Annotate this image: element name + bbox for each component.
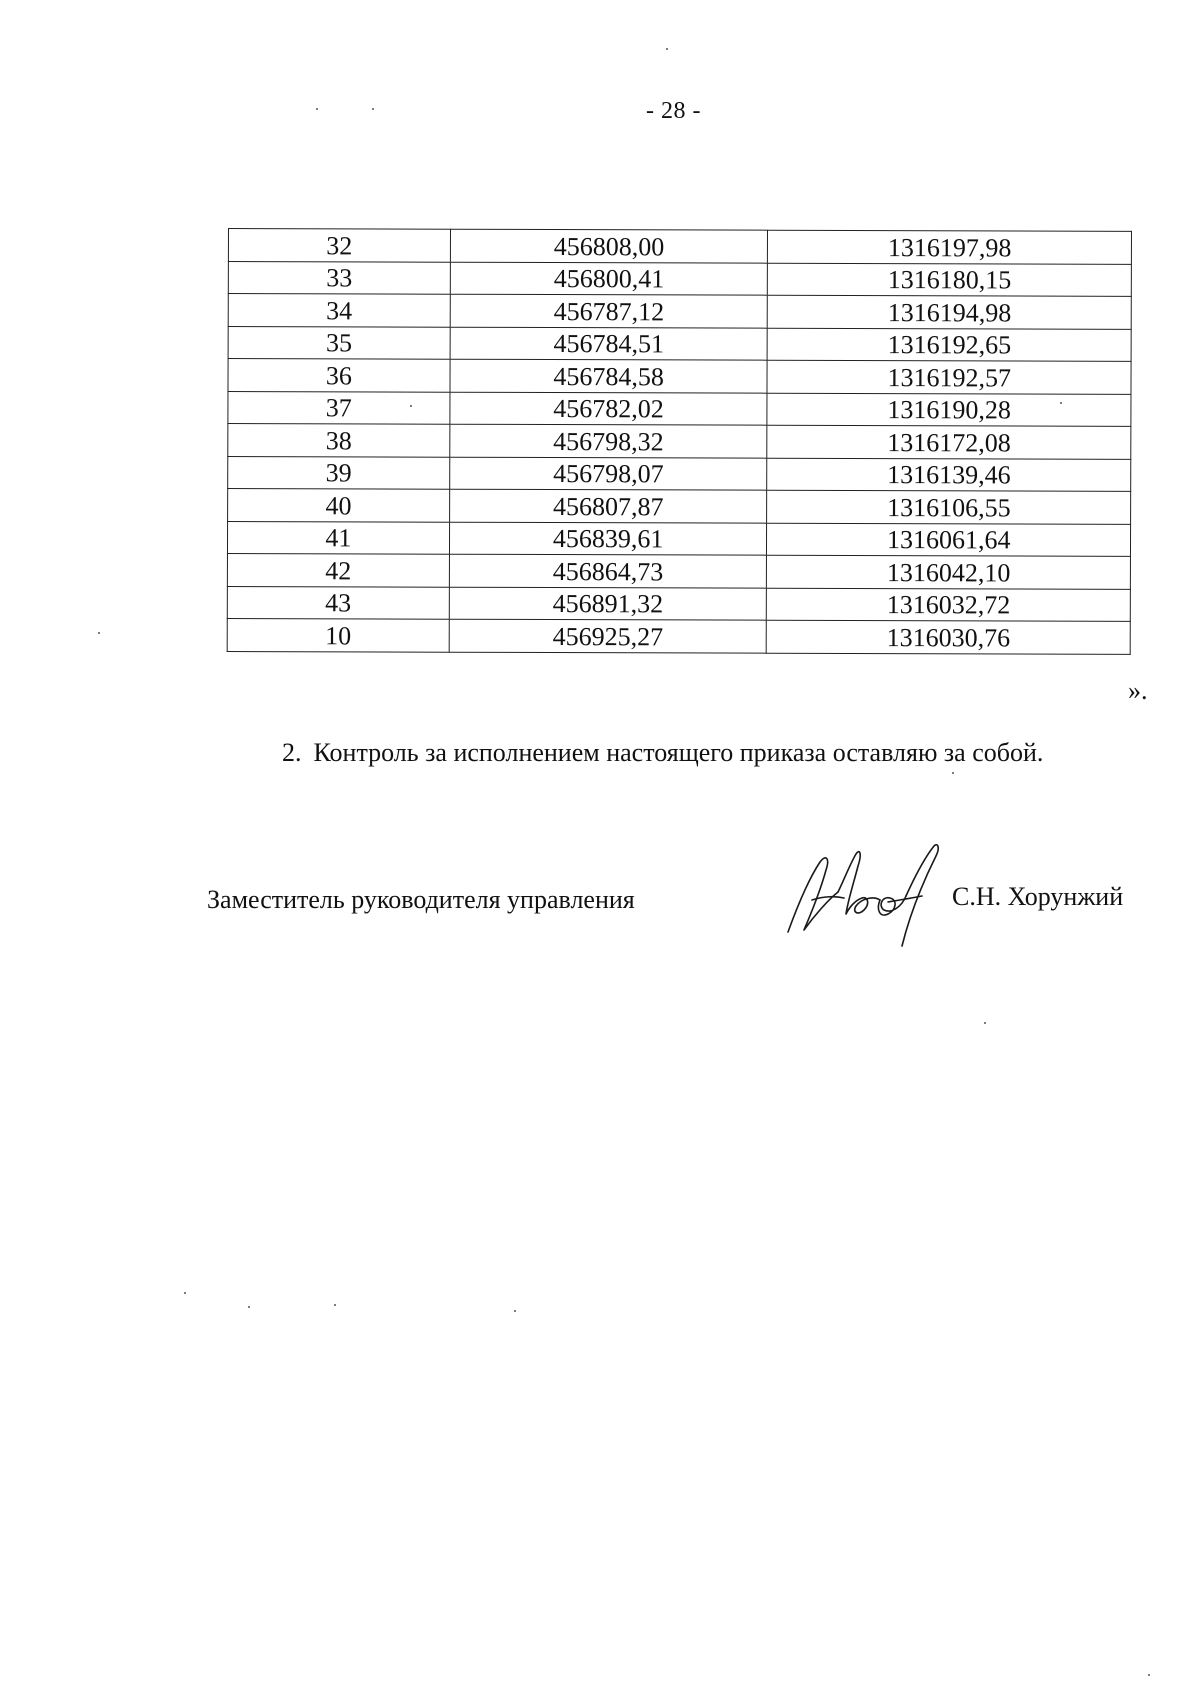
scan-speck — [410, 405, 412, 407]
scan-speck — [984, 1022, 986, 1024]
x-coordinate-cell: 456800,41 — [450, 262, 768, 295]
coordinates-table — [227, 228, 1132, 654]
x-coordinate-cell: 456891,32 — [449, 587, 767, 620]
point-number-cell: 37 — [228, 391, 450, 424]
x-coordinate-cell: 456798,32 — [450, 424, 768, 457]
x-coordinate-cell: 456808,00 — [450, 229, 768, 262]
scan-speck — [514, 1310, 516, 1312]
point-number-cell: 33 — [228, 261, 450, 294]
table-row — [228, 359, 1131, 394]
y-coordinate-cell: 1316030,76 — [767, 620, 1131, 654]
point-number-cell: 38 — [228, 424, 450, 457]
x-coordinate-cell: 456782,02 — [450, 392, 768, 425]
clause-2 — [282, 738, 1043, 768]
x-coordinate-cell: 456784,58 — [450, 359, 768, 392]
table-row — [227, 521, 1130, 556]
y-coordinate-cell: 1316032,72 — [767, 588, 1131, 622]
table-row — [228, 391, 1131, 426]
y-coordinate-cell: 1316042,10 — [767, 555, 1131, 589]
scan-speck — [248, 1306, 250, 1308]
point-number-cell: 10 — [227, 618, 449, 651]
scan-speck — [952, 772, 954, 774]
point-number-cell: 36 — [228, 359, 450, 392]
y-coordinate-cell: 1316180,15 — [768, 263, 1132, 297]
table-row — [227, 618, 1130, 653]
point-number-cell: 35 — [228, 326, 450, 359]
y-coordinate-cell: 1316106,55 — [767, 490, 1131, 524]
point-number-cell: 32 — [228, 229, 450, 262]
scan-speck — [1060, 402, 1062, 404]
signer-title: Заместитель руководителя управления — [207, 885, 635, 914]
x-coordinate-cell: 456787,12 — [450, 294, 768, 327]
point-number-cell: 40 — [228, 489, 450, 522]
page-number: - 28 - — [646, 98, 701, 124]
scan-speck — [1148, 1674, 1150, 1676]
table-row — [228, 326, 1131, 361]
clause-text: Контроль за исполнением настоящего приказа оставляю за собой. — [313, 738, 1044, 767]
table-row — [228, 261, 1131, 296]
y-coordinate-cell: 1316192,65 — [768, 328, 1132, 362]
point-number-cell: 41 — [227, 521, 449, 554]
x-coordinate-cell: 456864,73 — [449, 554, 767, 587]
table-row — [228, 489, 1131, 524]
table-row — [227, 553, 1130, 588]
table-row — [228, 456, 1131, 491]
scan-speck — [334, 1304, 336, 1306]
scan-speck — [666, 48, 668, 50]
point-number-cell: 43 — [227, 586, 449, 619]
x-coordinate-cell: 456784,51 — [450, 327, 768, 360]
y-coordinate-cell: 1316197,98 — [768, 230, 1132, 264]
table-row — [227, 586, 1130, 621]
table-row — [228, 424, 1131, 459]
x-coordinate-cell: 456925,27 — [449, 619, 767, 652]
x-coordinate-cell: 456839,61 — [449, 522, 767, 555]
table-row — [228, 229, 1131, 264]
scan-speck — [316, 108, 318, 110]
clause-number: 2. — [282, 738, 302, 767]
scan-speck — [98, 632, 100, 634]
y-coordinate-cell: 1316139,46 — [767, 458, 1131, 492]
handwritten-signature — [784, 840, 944, 950]
y-coordinate-cell: 1316190,28 — [767, 393, 1131, 427]
y-coordinate-cell: 1316194,98 — [768, 295, 1132, 329]
table-row — [228, 294, 1131, 329]
y-coordinate-cell: 1316192,57 — [767, 360, 1131, 394]
point-number-cell: 39 — [228, 456, 450, 489]
y-coordinate-cell: 1316061,64 — [767, 523, 1131, 557]
signer-name: С.Н. Хорунжий — [952, 882, 1124, 911]
scan-speck — [184, 1292, 186, 1294]
closing-quote: ». — [1128, 676, 1148, 705]
x-coordinate-cell: 456798,07 — [449, 457, 767, 490]
scan-speck — [372, 108, 374, 110]
x-coordinate-cell: 456807,87 — [449, 489, 767, 522]
y-coordinate-cell: 1316172,08 — [767, 425, 1131, 459]
point-number-cell: 34 — [228, 294, 450, 327]
coordinates-table-body — [227, 229, 1131, 654]
point-number-cell: 42 — [227, 553, 449, 586]
